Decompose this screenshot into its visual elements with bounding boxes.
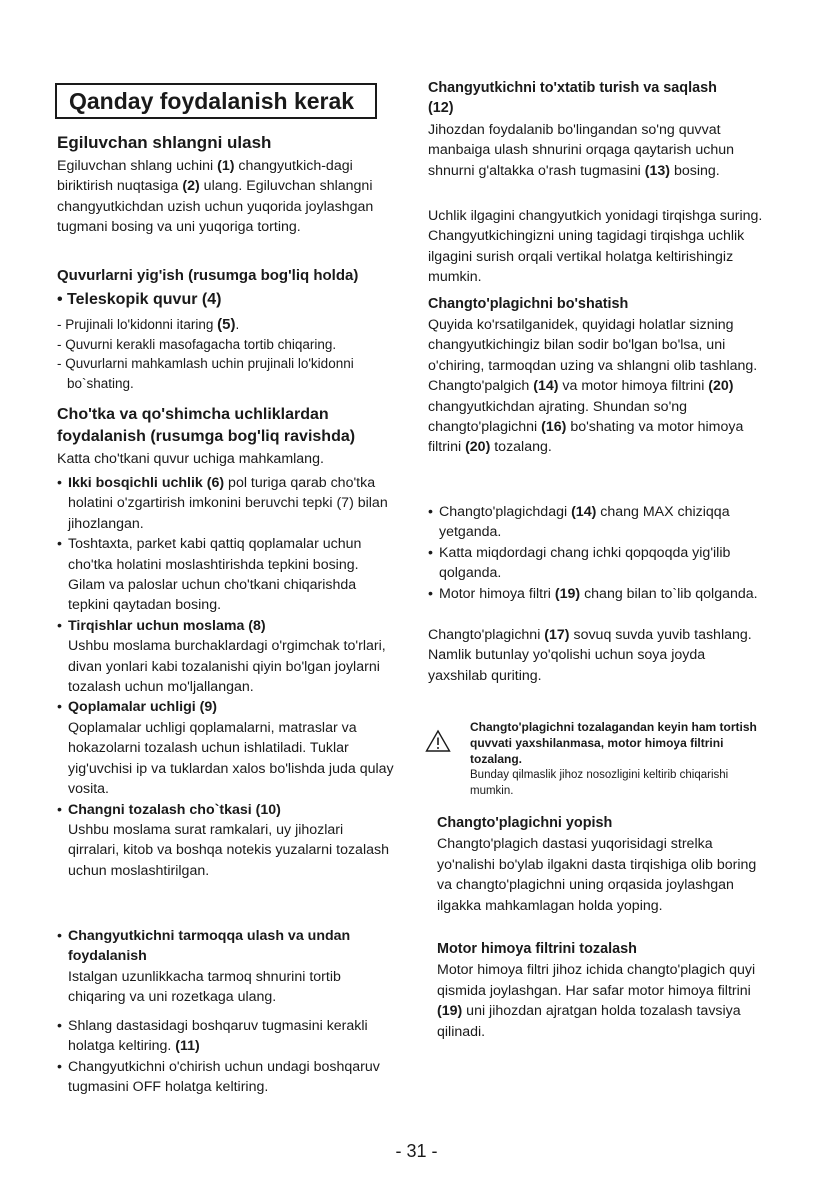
hose-paragraph: Egiluvchan shlang uchini (1) changyutkich-dagi biriktirish nuqtasiga (2) ulang. Egiluvchan shlangni changyutkichdan uzish uchun yuqorida joylashgan tugmani bosing va uni yuqoriga torting. xyxy=(57,158,374,236)
tube-step-3: - Quvurlarni mahkamlash uchin prujinali lo'kidonni bo`shating. xyxy=(57,356,354,391)
rinse-paragraph: Changto'plagichni (17) sovuq suvda yuvib tashlang. xyxy=(428,627,752,643)
tube-step-2: - Quvurni kerakli masofagacha tortib chiqaring. xyxy=(57,336,337,352)
list-item: • Qoplamalar uchligi (9) Qoplamalar uchligi qoplamalarni, matraslar va hokazolarni tozalash uchun ishlatiladi. Tuklar yig'uvchisi ip va tuklardan xalos bo'lishda juda qulay vosita. xyxy=(57,697,397,799)
emptying-paragraph: Quyida ko'rsatilganidek, quyidagi holatlar sizning changyutkichingiz bilan sodir bo'lgan bo'lsa, uni o'chiring, tarmoqdan uzing va shlangni olib tashlang. Changto'palgich (14) va motor himoya filtrini (20) changyutkichdan ajrating. Shundan so'ng changto'plagichni (16) bo'shating va motor himoya filtrini (20) tozalang. xyxy=(428,317,758,456)
dry-paragraph: Namlik butunlay yo'qolishi uchun soya joyda yaxshilab quriting. xyxy=(428,647,706,684)
page-title: Qanday foydalanish kerak xyxy=(55,83,377,119)
warning-triangle-icon xyxy=(425,729,451,753)
list-item: • Ikki bosqichli uchlik (6) pol turiga qarab cho'tka holatini o'zgartirish imkonini beruvchi tepki (7) bilan jihozlangan. xyxy=(57,473,397,534)
closing-paragraph: Changto'plagich dastasi yuqorisidagi strelka yo'nalishi bo'ylab ilgakni dasta tirqishiga olib boring va changto'plagichni uning orqasida joylashgan ilgakka mahkamlagan holda yoping. xyxy=(437,836,757,914)
list-item: • Motor himoya filtri (19) chang bilan to`lib qolganda. xyxy=(428,584,758,604)
list-item: • Tirqishlar uchun moslama (8) Ushbu moslama burchaklardagi o'rgimchak to'rlari, divan yonlari kabi tozalanishi qiyin bo'lgan joylarni tozalash uchun mo'ljallangan. xyxy=(57,616,397,698)
section-heading-brushes: Cho'tka va qo'shimcha uchliklardan foydalanish (rusumga bog'liq ravishda) xyxy=(57,406,356,445)
list-item: • Changto'plagichdagi (14) chang MAX chiziqqa yetganda. xyxy=(428,502,758,543)
section-heading-closing: Changto'plagichni yopish xyxy=(437,815,613,831)
list-item: • Changyutkichni o'chirish uchun undagi boshqaruv tugmasini OFF holatga keltiring. xyxy=(57,1057,397,1098)
telescopic-tube-heading: • Teleskopik quvur (4) xyxy=(57,291,222,308)
page-number: - 31 - xyxy=(395,1141,438,1161)
tube-step-1: - Prujinali lo'kidonni itaring (5). xyxy=(57,316,240,333)
section-heading-tubes: Quvurlarni yig'ish (rusumga bog'liq holda) xyxy=(57,267,359,284)
brush-intro: Katta cho'tkani quvur uchiga mahkamlang. xyxy=(57,451,324,467)
warning-bold-text: Changto'plagichni tozalagandan keyin ham tortish quvvati yaxshilanmasa, motor himoya filtrini tozalang. xyxy=(470,720,757,766)
section-heading-hose: Egiluvchan shlangni ulash xyxy=(57,133,272,152)
section-heading-emptying: Changto'plagichni bo'shatish xyxy=(428,296,629,312)
list-item: • Changyutkichni tarmoqqa ulash va undan foydalanish Istalgan uzunlikkacha tarmoq shnurini tortib chiqaring va uni rozetkaga ulang. xyxy=(57,926,397,1008)
list-item: • Shlang dastasidagi boshqaruv tugmasini kerakli holatga keltiring. (11) xyxy=(57,1016,397,1057)
list-item: • Toshtaxta, parket kabi qattiq qoplamalar uchun cho'tka holatini moslashtirishda tepkini bosing. Gilam va paloslar uchun cho'tkani chiqarishda tepkini qaytadan bosing. xyxy=(57,534,397,616)
section-heading-filter: Motor himoya filtrini tozalash xyxy=(437,941,637,957)
warning-normal-text: Bunday qilmaslik jihoz nosozligini keltirib chiqarishi mumkin. xyxy=(470,769,729,797)
list-item: • Katta miqdordagi chang ichki qopqoqda yig'ilib qolganda. xyxy=(428,543,758,584)
list-item: • Changni tozalash cho`tkasi (10) Ushbu moslama surat ramkalari, uy jihozlari qirralari, kitob va boshqa notekis yuzalarni tozalash uchun moslashtirilgan. xyxy=(57,800,397,882)
storage-paragraph-2: Uchlik ilgagini changyutkich yonidagi tirqishga suring. Changyutkichingizni uning tagidagi tirqishga uchlik ilgagini surish orqali vertikal holatga keltirishingiz mumkin. xyxy=(428,208,763,286)
section-heading-storage: Changyutkichni to'xtatib turish va saqlash (12) xyxy=(428,80,717,117)
storage-paragraph: Jihozdan foydalanib bo'lingandan so'ng quvvat manbaiga ulash shnurini orqaga qaytarish uchun shnurni g'altakka o'rash tugmasini (13) bosing. xyxy=(428,122,735,179)
filter-paragraph: Motor himoya filtri jihoz ichida changto'plagich quyi qismida joylashgan. Har safar motor himoya filtrini (19) uni jihozdan ajratgan holda tozalash tavsiya qilinadi. xyxy=(437,962,756,1040)
